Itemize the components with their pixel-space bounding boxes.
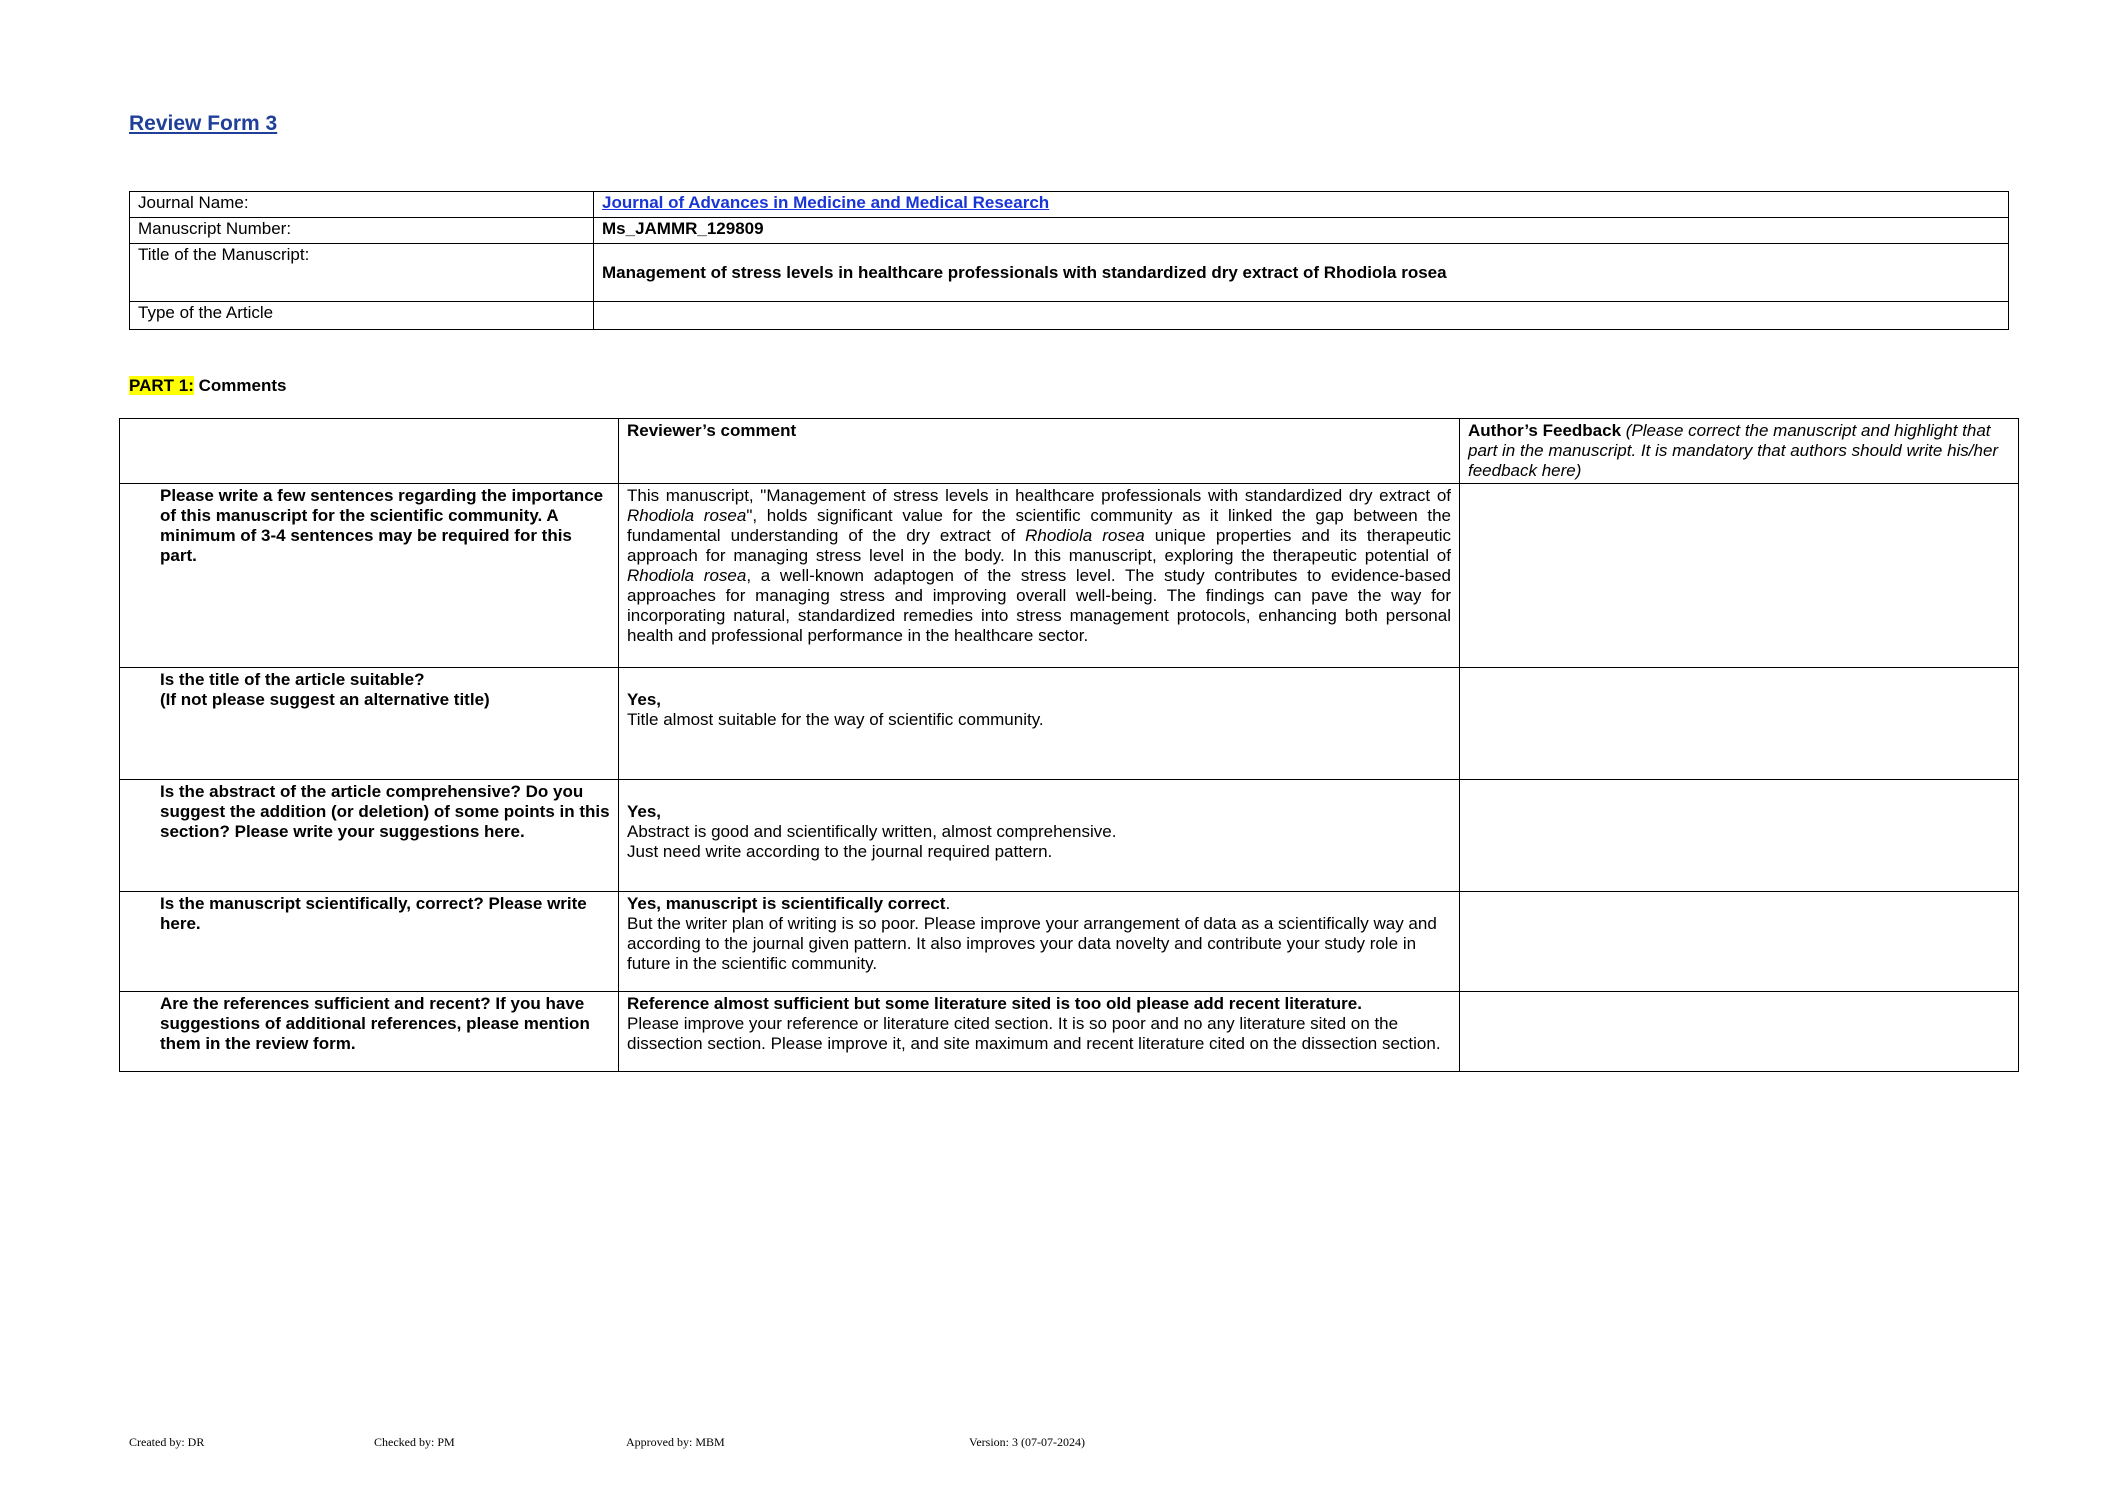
comment-references-answer: Reference almost sufficient but some literature sited is too old please add recent literature. <box>627 994 1362 1013</box>
table-row <box>120 484 2019 668</box>
species-name: Rhodiola rosea <box>1025 526 1145 545</box>
header-empty-cell <box>120 419 619 484</box>
table-row <box>120 892 2019 992</box>
manuscript-title-value: Management of stress levels in healthcare professionals with standardized dry extract of Rhodiola rosea <box>594 244 2009 302</box>
journal-name-cell <box>594 192 2009 218</box>
author-feedback-importance[interactable] <box>1460 484 2019 668</box>
comment-scientific <box>619 892 1460 992</box>
comment-title-answer: Yes, <box>627 690 662 709</box>
question-title: Is the title of the article suitable? (If not please suggest an alternative title) <box>120 668 619 780</box>
comment-references-text: Please improve your reference or literature cited section. It is so poor and no any literature sited on the dissection section. Please improve it, and site maximum and recent literature cited on the dissection section. <box>627 1014 1441 1053</box>
author-feedback-title-cell[interactable] <box>1460 668 2019 780</box>
comments-table <box>119 418 2019 1072</box>
author-feedback-scientific[interactable] <box>1460 892 2019 992</box>
author-feedback-title: Author’s Feedback <box>1468 421 1622 440</box>
question-abstract: Is the abstract of the article comprehensive? Do you suggest the addition (or deletion) of some points in this section? Please write your suggestions here. <box>120 780 619 892</box>
comment-title-text: Title almost suitable for the way of scientific community. <box>627 710 1044 729</box>
comment-abstract-line2: Just need write according to the journal required pattern. <box>627 842 1053 861</box>
part-1-title: Comments <box>198 376 287 395</box>
comment-abstract-line1: Abstract is good and scientifically written, almost comprehensive. <box>627 822 1117 841</box>
manuscript-title-label: Title of the Manuscript: <box>130 244 594 302</box>
footer-created: Created by: DR <box>129 1435 205 1449</box>
table-row <box>130 218 2009 244</box>
species-name: Rhodiola rosea <box>627 506 747 525</box>
table-row <box>120 992 2019 1072</box>
comment-scientific-text: But the writer plan of writing is so poor. Please improve your arrangement of data as a scientifically way and according to the journal given pattern. It also improves your data novelty and contribute your study role in future in the scientific community. <box>627 914 1437 973</box>
article-type-value <box>594 302 2009 330</box>
table-header-row <box>120 419 2019 484</box>
journal-name-link[interactable]: Journal of Advances in Medicine and Medical Research <box>602 193 1050 212</box>
footer-checked: Checked by: PM <box>374 1435 455 1449</box>
author-feedback-references[interactable] <box>1460 992 2019 1072</box>
comment-title <box>619 668 1460 780</box>
author-feedback-instructions: (Please correct the manuscript and highlight that part in the manuscript. It is mandatory that authors should write his/her feedback here) <box>1468 421 1999 480</box>
author-feedback-abstract[interactable] <box>1460 780 2019 892</box>
question-references: Are the references sufficient and recent? If you have suggestions of additional references, please mention them in the review form. <box>120 992 619 1072</box>
manuscript-number-value: Ms_JAMMR_129809 <box>594 218 2009 244</box>
table-row <box>130 302 2009 330</box>
table-row <box>120 780 2019 892</box>
comment-scientific-answer: Yes, manuscript is scientifically correct <box>627 894 946 913</box>
table-row <box>120 668 2019 780</box>
comment-abstract <box>619 780 1460 892</box>
species-name: Rhodiola rosea <box>627 566 747 585</box>
table-row <box>130 244 2009 302</box>
table-row <box>130 192 2009 218</box>
comment-text: This manuscript, "Management of stress levels in healthcare professionals with standardized dry extract of <box>627 486 1451 505</box>
journal-name-label: Journal Name: <box>130 192 594 218</box>
comment-importance <box>619 484 1460 668</box>
part-1-label: PART 1: <box>129 376 194 395</box>
footer-version: Version: 3 (07-07-2024) <box>969 1435 1085 1449</box>
part-1-heading <box>129 376 286 396</box>
comment-text: unique properties and its therapeutic approach for managing stress level in the body. In this manuscript, exploring the therapeutic potential of <box>627 526 1451 565</box>
question-scientific: Is the manuscript scientifically, correct? Please write here. <box>120 892 619 992</box>
footer-approved: Approved by: MBM <box>626 1435 725 1449</box>
period: . <box>945 894 951 913</box>
comment-text: , a well-known adaptogen of the stress level. The study contributes to evidence-based approaches for managing stress and improving overall well-being. The findings can pave the way for incorporating natural, standardized remedies into stress management protocols, enhancing both personal health and professional performance in the healthcare sector. <box>627 566 1452 645</box>
page-title: Review Form 3 <box>129 112 278 135</box>
manuscript-number-label: Manuscript Number: <box>130 218 594 244</box>
question-importance: Please write a few sentences regarding the importance of this manuscript for the scientific community. A minimum of 3-4 sentences may be required for this part. <box>120 484 619 668</box>
comment-references <box>619 992 1460 1072</box>
article-type-label: Type of the Article <box>130 302 594 330</box>
author-feedback-header <box>1460 419 2019 484</box>
comment-text: ", holds significant value for the scientific community as it linked the gap between the fundamental understanding of the dry extract of <box>627 506 1452 545</box>
comment-abstract-answer: Yes, <box>627 802 662 821</box>
reviewer-comment-header: Reviewer’s comment <box>619 419 1460 484</box>
manuscript-info-table <box>129 191 2009 330</box>
